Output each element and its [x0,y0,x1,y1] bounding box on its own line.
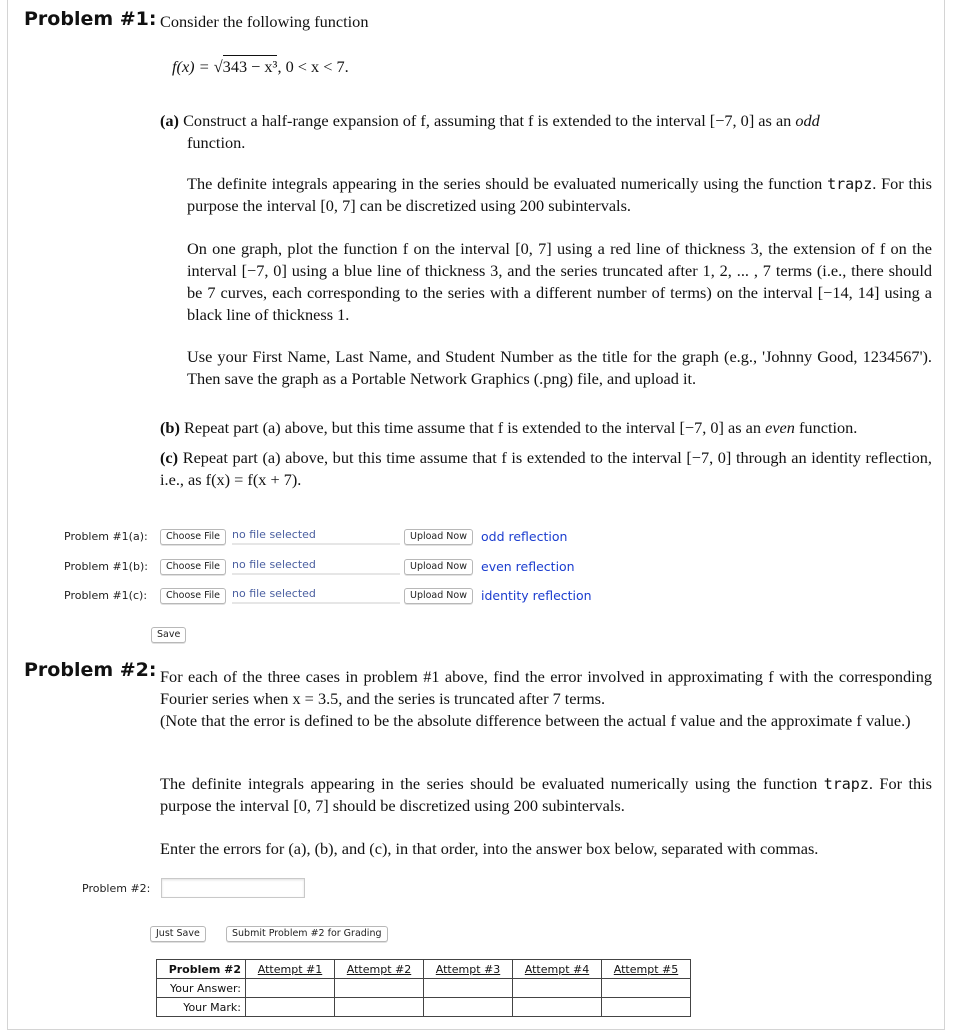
choose-file-button-c[interactable]: Choose File [160,588,226,604]
submit-grading-button[interactable]: Submit Problem #2 for Grading [226,926,388,942]
formula-lhs: f(x) = [172,57,214,76]
file-status-a: no file selected [232,528,400,545]
problem2-p2-post: . For this purpose the interval [0, 7] should be discretized using 200 subintervals. [160,774,932,815]
attempt-5-link[interactable]: Attempt #5 [602,960,691,979]
part-a-p2-pre: The definite integrals appearing in the series should be evaluated numerically using the function [187,174,823,193]
content-frame [7,0,945,1030]
part-b-emph: even [765,418,795,437]
attempt-4-link[interactable]: Attempt #4 [513,960,602,979]
problem2-numeric-note [160,773,932,817]
part-c-body: Repeat part (a) above, but this time assume that f is extended to the interval [−7, 0] through an identity reflection, i.e., as f(x) = f(x + 7). [160,448,933,489]
formula-domain: , 0 < x < 7. [277,57,349,76]
part-a-code: trapz [827,175,873,193]
just-save-button[interactable]: Just Save [150,926,206,942]
table-cell [246,998,335,1017]
part-a-text-post: function. [187,133,246,152]
part-a-label: (a) [160,111,179,130]
attempts-table [156,959,691,1017]
upload-label-a: Problem #1(a): [64,530,148,543]
problem1-intro: Consider the following function [160,12,369,31]
table-cell [424,998,513,1017]
attempt-2-link[interactable]: Attempt #2 [335,960,424,979]
part-b-text-post: function. [799,418,858,437]
part-b-label: (b) [160,418,180,437]
problem2-heading: Problem #2: [24,659,157,681]
row-label-answer: Your Answer: [157,979,246,998]
table-cell [335,979,424,998]
formula-radicand: 343 − x³ [222,57,278,76]
table-cell [335,998,424,1017]
upload-now-button-a[interactable]: Upload Now [404,529,473,545]
table-cell [246,979,335,998]
answer-input[interactable] [161,878,305,898]
upload-now-button-c[interactable]: Upload Now [404,588,473,604]
problem2-entry-instructions: Enter the errors for (a), (b), and (c), in that order, into the answer box below, separated with commas. [160,839,819,858]
part-a-p2-post: . For this purpose the interval [0, 7] can be discretized using 200 subintervals. [187,174,932,215]
part-a-numeric-note [187,173,932,217]
problem2-description: For each of the three cases in problem #1 above, find the error involved in approximating f with the corresponding Fourier series when x = 3.5, and the series is truncated after 7 terms. [160,667,932,708]
file-status-b: no file selected [232,558,400,575]
odd-reflection-link[interactable]: odd reflection [481,529,568,544]
attempt-3-link[interactable]: Attempt #3 [424,960,513,979]
table-row [157,979,691,998]
even-reflection-link[interactable]: even reflection [481,559,575,574]
problem2-p2-pre: The definite integrals appearing in the series should be evaluated numerically using the function [160,774,818,793]
part-a-title-instructions: Use your First Name, Last Name, and Student Number as the title for the graph (e.g., 'Johnny Good, 1234567'). Then save the graph as a Portable Network Graphics (.png) file, and upload it. [187,347,932,388]
upload-label-c: Problem #1(c): [64,589,148,602]
table-cell [602,998,691,1017]
part-a-plot-instructions: On one graph, plot the function f on the interval [0, 7] using a red line of thickness 3, the extension of f on the interval [−7, 0] using a blue line of thickness 3, and the series truncated after 1, 2, ... , 7 terms (i.e., there should be 7 curves, each corresponding to the series with a different number of terms) on the interval [−14, 14] using a black line of thickness 1. [187,239,932,324]
part-a-text [160,110,932,132]
table-cell [513,979,602,998]
upload-label-b: Problem #1(b): [64,560,148,573]
file-status-c: no file selected [232,587,400,604]
problem2-error-note: (Note that the error is defined to be the absolute difference between the actual f value and the approximate f value.) [160,711,911,730]
table-row [157,998,691,1017]
problem1-heading: Problem #1: [24,8,157,30]
save-button[interactable]: Save [151,627,186,643]
table-header-problem: Problem #2 [157,960,246,979]
table-row [157,960,691,979]
part-a-text-pre: Construct a half-range expansion of f, assuming that f is extended to the interval [−7, 0] as an [183,111,792,130]
table-cell [513,998,602,1017]
answer-label: Problem #2: [82,882,151,895]
choose-file-button-a[interactable]: Choose File [160,529,226,545]
part-b-text [160,417,932,439]
part-c-text [160,447,932,491]
identity-reflection-link[interactable]: identity reflection [481,588,592,603]
table-cell [602,979,691,998]
part-c-label: (c) [160,448,179,467]
table-cell [424,979,513,998]
part-b-text-pre: Repeat part (a) above, but this time assume that f is extended to the interval [−7, 0] as an [183,418,762,437]
part-a-emph: odd [795,111,820,130]
row-label-mark: Your Mark: [157,998,246,1017]
choose-file-button-b[interactable]: Choose File [160,559,226,575]
attempt-1-link[interactable]: Attempt #1 [246,960,335,979]
problem2-code: trapz [823,775,869,793]
function-formula: f(x) = √343 − x³, 0 < x < 7. [172,57,349,76]
upload-now-button-b[interactable]: Upload Now [404,559,473,575]
